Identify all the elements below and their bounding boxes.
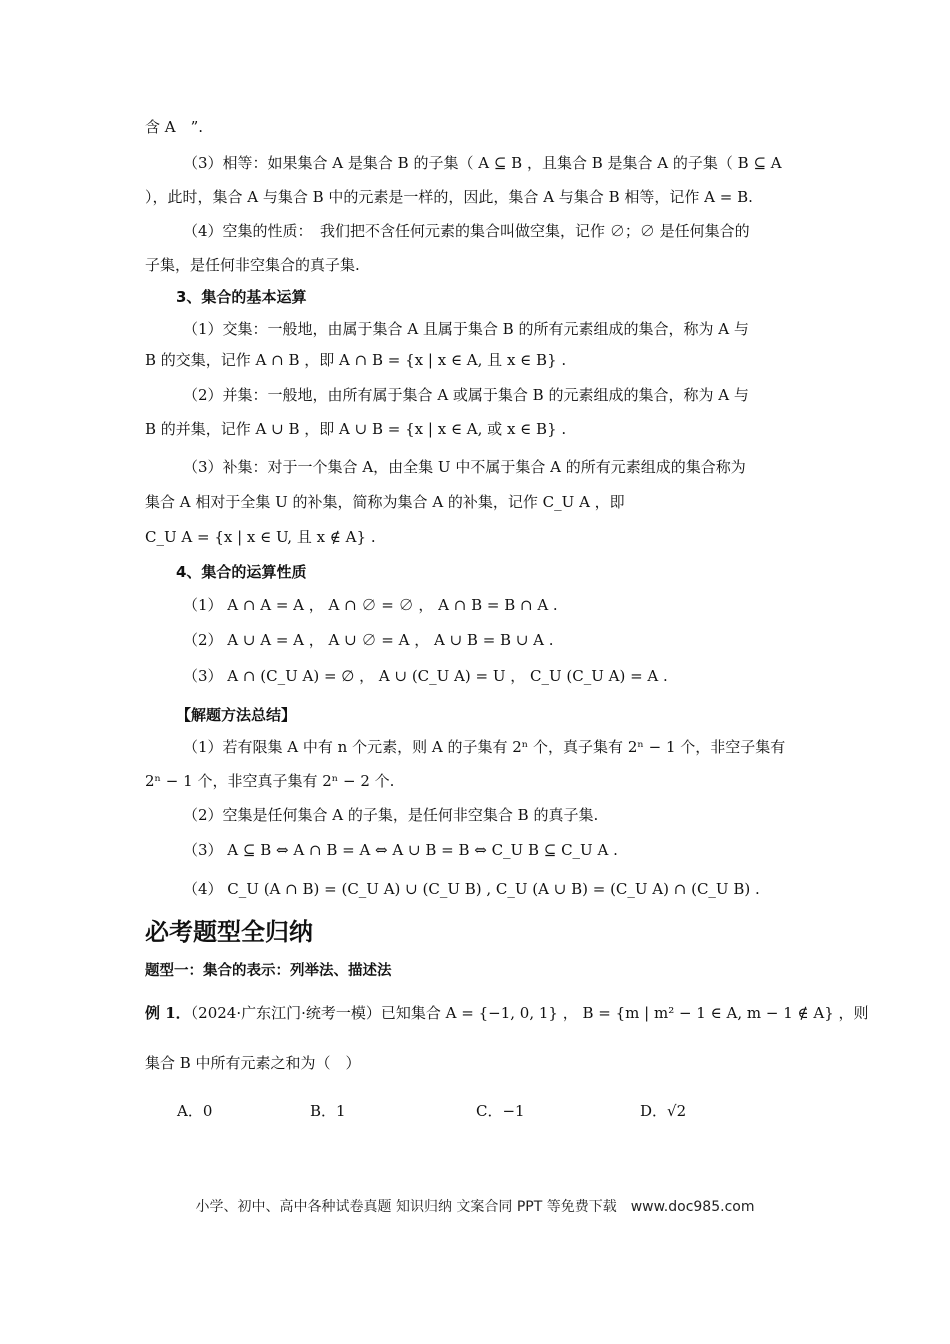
text-line: （3）相等：如果集合 A 是集合 B 的子集（ A ⊆ B ，且集合 B 是集合 A 的子集（ B ⊆ A [183,154,782,172]
text-line: （2）空集是任何集合 A 的子集，是任何非空集合 B 的真子集. [183,806,599,824]
option-b[interactable]: B．1 [310,1102,346,1120]
question-type-title: 题型一：集合的表示：列举法、描述法 [145,963,392,979]
text-line: （1）若有限集 A 中有 n 个元素，则 A 的子集有 2ⁿ 个，真子集有 2ⁿ − 1 个，非空子集有 [183,738,786,756]
text-line: 含 A ”. [145,118,204,136]
page-section-title: 必考题型全归纳 [145,918,313,946]
text-line: 2ⁿ − 1 个，非空真子集有 2ⁿ − 2 个. [145,772,395,790]
text-line: （2） A ∪ A = A ， A ∪ ∅ = A ， A ∪ B = B ∪ A . [183,631,554,649]
text-line: （1） A ∩ A = A ， A ∩ ∅ = ∅ ， A ∩ B = B ∩ A . [183,596,558,614]
example-label: 例 1． [145,1004,191,1022]
section-heading: 【解题方法总结】 [176,706,297,724]
text-line: （3）补集：对于一个集合 A，由全集 U 中不属于集合 A 的所有元素组成的集合称为 [183,458,746,476]
example-text: （2024·广东江门·统考一模）已知集合 A = {−1, 0, 1} ， B = {m | m² − 1 ∈ A, m − 1 ∉ A} ，则 [190,1004,869,1022]
text-line: ），此时，集合 A 与集合 B 中的元素是一样的，因此，集合 A 与集合 B 相等，记作 A = B. [145,188,753,206]
example-question [145,1002,869,1024]
example-question-line2: 集合 B 中所有元素之和为（ ） [145,1054,361,1072]
text-line: C_U A = {x | x ∈ U, 且 x ∉ A} . [145,528,376,546]
option-d[interactable]: D．√2 [640,1102,687,1120]
text-line: （1）交集：一般地，由属于集合 A 且属于集合 B 的所有元素组成的集合，称为 A 与 [183,320,749,338]
text-line: 子集，是任何非空集合的真子集. [145,256,360,274]
text-line: 集合 A 相对于全集 U 的补集，简称为集合 A 的补集，记作 C_U A ，即 [145,493,625,511]
text-line: （4）空集的性质： 我们把不含任何元素的集合叫做空集，记作 ∅；∅ 是任何集合的 [183,222,750,240]
text-line: （4） C_U (A ∩ B) = (C_U A) ∪ (C_U B) , C_U (A ∪ B) = (C_U A) ∩ (C_U B) . [183,880,760,898]
option-a[interactable]: A．0 [177,1102,213,1120]
option-c[interactable]: C．−1 [476,1102,525,1120]
text-line: B 的并集，记作 A ∪ B ，即 A ∪ B = {x | x ∈ A, 或 x ∈ B} . [145,420,567,438]
text-line: （3） A ∩ (C_U A) = ∅ ， A ∪ (C_U A) = U ， C_U (C_U A) = A . [183,667,668,685]
section-heading: 3、集合的基本运算 [176,288,307,306]
footer-text: 小学、初中、高中各种试卷真题 知识归纳 文案合同 PPT 等免费下载 www.doc985.com [195,1199,755,1215]
section-heading: 4、集合的运算性质 [176,563,307,581]
text-line: B 的交集，记作 A ∩ B ，即 A ∩ B = {x | x ∈ A, 且 x ∈ B} . [145,351,567,369]
text-line: （2）并集：一般地，由所有属于集合 A 或属于集合 B 的元素组成的集合，称为 A 与 [183,386,749,404]
text-line: （3） A ⊆ B ⇔ A ∩ B = A ⇔ A ∪ B = B ⇔ C_U B ⊆ C_U A . [183,841,618,859]
